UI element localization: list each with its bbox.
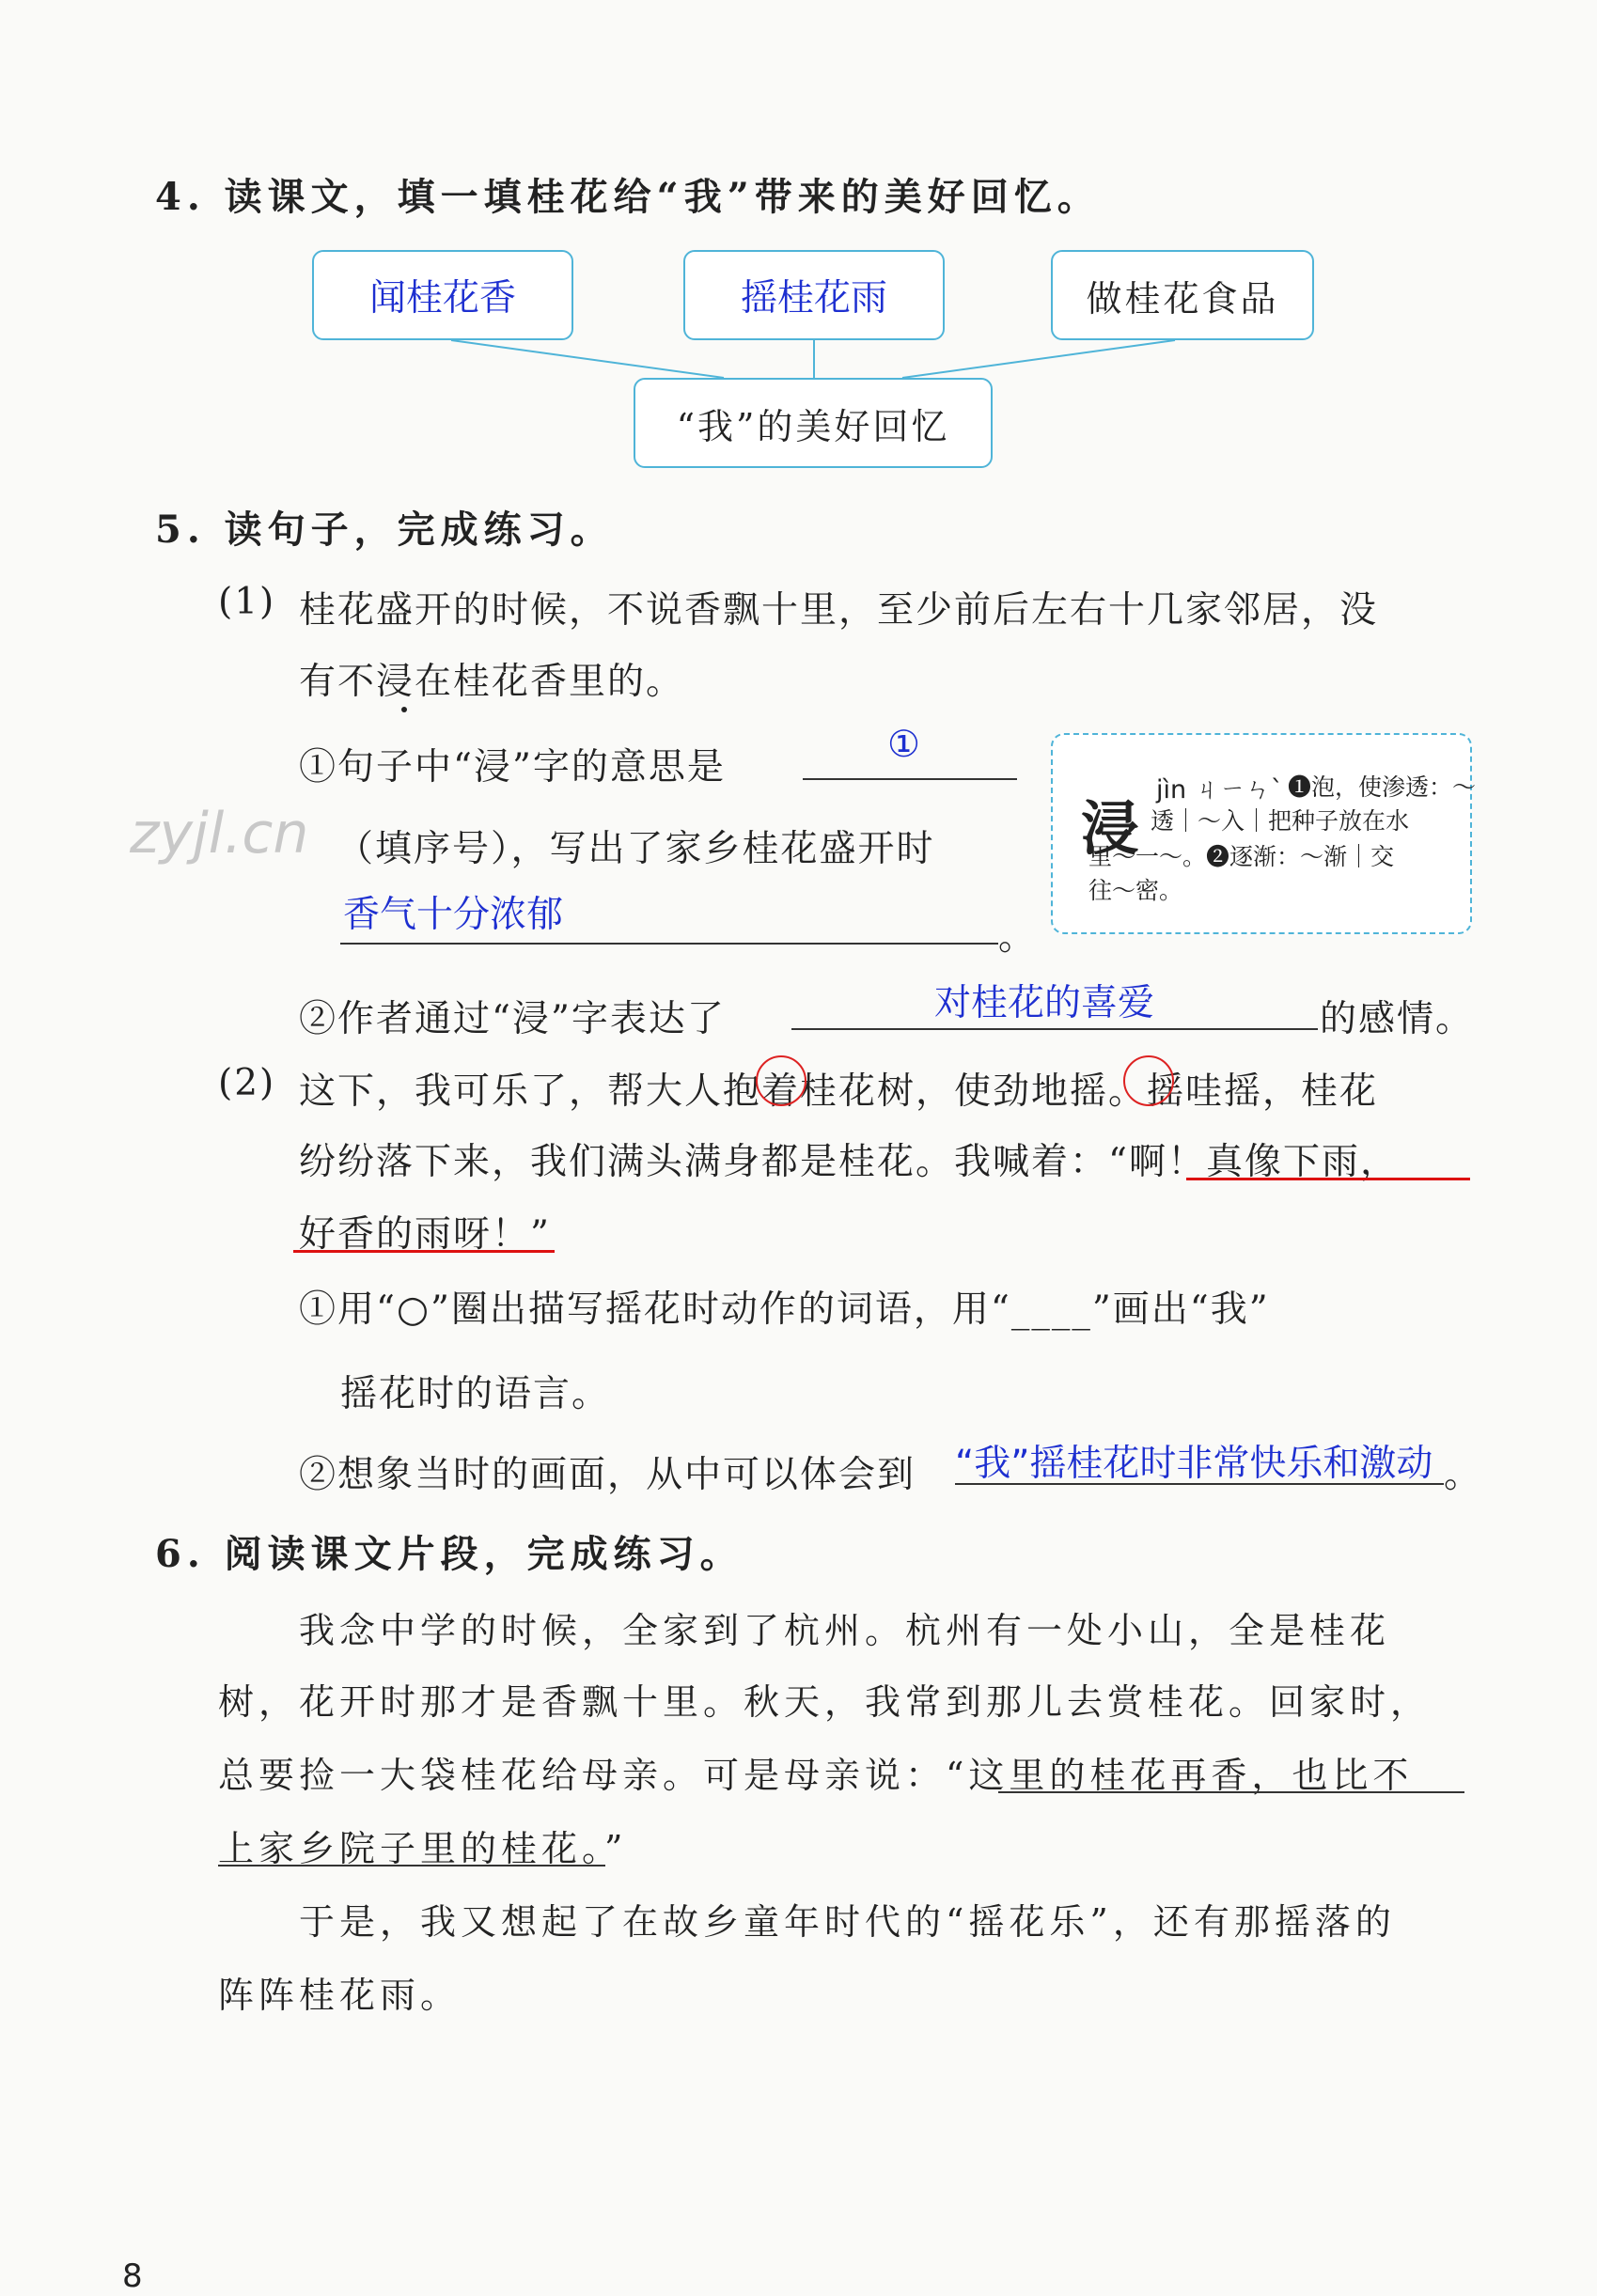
q5-sub1-answer2: 香气十分浓郁 <box>343 894 564 936</box>
q6-title: 6. 阅读课文片段，完成练习。 <box>155 1532 744 1576</box>
dict-char: 浸 <box>1081 794 1140 863</box>
dict-def-line3: 里～一～。❷逐渐：～渐｜交 <box>1088 843 1395 870</box>
memory-center-box <box>634 378 993 468</box>
q5-sub1-end: 。 <box>998 916 1038 959</box>
memory-box-2-answer: 摇桂花雨 <box>740 277 887 320</box>
q5-p2-line3: 好香的雨呀！” <box>299 1213 551 1256</box>
watermark: zyjl.cn <box>130 801 309 867</box>
q5-sub1-blank2 <box>340 943 998 945</box>
q6-line5: 于是，我又想起了在故乡童年时代的“摇花乐”，还有那摇落的 <box>299 1901 1396 1943</box>
q5-sub1-blank1 <box>803 778 1017 780</box>
q5-sub1-text-b: （填序号），写出了家乡桂花盛开时 <box>337 828 935 870</box>
q5-sub4-answer: “我”摇桂花时非常快乐和激动 <box>955 1443 1433 1485</box>
q4-title: 4. 读课文，填一填桂花给“我”带来的美好回忆。 <box>155 175 1101 219</box>
q6-underline-1 <box>998 1791 1464 1793</box>
q6-line4: 上家乡院子里的桂花。” <box>218 1828 628 1869</box>
memory-box-1 <box>312 250 573 340</box>
q5-sub2-text-b: 的感情。 <box>1320 998 1475 1040</box>
dict-def-line2: 透｜～入｜把种子放在水 <box>1151 807 1410 835</box>
q5-sub4-blank <box>955 1483 1444 1485</box>
q6-underline-2 <box>218 1865 605 1866</box>
q5-p2-line2: 纷纷落下来，我们满头满身都是桂花。我喊着：“啊！真像下雨， <box>299 1141 1399 1183</box>
dict-pinyin: jìn ㄐㄧㄣˋ <box>1156 775 1284 804</box>
emphasis-dot <box>401 707 407 712</box>
q5-sub2-blank <box>791 1028 1318 1030</box>
memory-box-1-answer: 闻桂花香 <box>368 277 516 320</box>
q5-sub1-text-a: ①句子中“浸”字的意思是 <box>299 746 726 789</box>
q5-sub3-line2: 摇花时的语言。 <box>340 1373 611 1415</box>
answer-circle-bao <box>756 1055 806 1106</box>
memory-box-2 <box>683 250 945 340</box>
answer-underline-2 <box>293 1250 555 1253</box>
q5-sub2-text-a: ②作者通过“浸”字表达了 <box>299 998 726 1040</box>
q5-sub2-answer: 对桂花的喜爱 <box>934 982 1155 1024</box>
q5-p1-line1: 桂花盛开的时候，不说香飘十里，至少前后左右十几家邻居，没 <box>299 589 1379 632</box>
q5-p1-line2: 有不浸在桂花香里的。 <box>299 661 685 703</box>
q6-line6: 阵阵桂花雨。 <box>218 1975 462 2016</box>
q5-sub3-line1: ①用“○”圈出描写摇花时动作的词语，用“____”画出“我” <box>299 1289 1270 1331</box>
dict-def-line1: ❶泡，使渗透：～ <box>1288 773 1477 801</box>
dictionary-card <box>1051 733 1477 934</box>
q6-line2: 树，花开时那才是香飘十里。秋天，我常到那儿去赏桂花。回家时， <box>218 1681 1432 1723</box>
page-number: 8 <box>122 2257 143 2295</box>
q6-line3: 总要捡一大袋桂花给母亲。可是母亲说：“这里的桂花再香，也比不 <box>218 1755 1414 1796</box>
q6-line1: 我念中学的时候，全家到了杭州。杭州有一处小山，全是桂花 <box>299 1610 1391 1651</box>
answer-circle-yao <box>1123 1055 1174 1106</box>
answer-underline-1 <box>1186 1178 1470 1180</box>
memory-center-label: “我”的美好回忆 <box>676 405 950 447</box>
q5-sub1-answer1: ① <box>887 724 920 766</box>
q5-p2-line1: 这下，我可乐了，帮大人抱着桂花树，使劲地摇。摇哇摇，桂花 <box>299 1070 1379 1113</box>
q5-p2-label: (2) <box>218 1062 276 1104</box>
memory-box-3 <box>1051 250 1314 340</box>
q5-p1-label: (1) <box>218 581 276 623</box>
q5-title: 5. 读句子，完成练习。 <box>155 508 614 552</box>
memory-box-3-label: 做桂花食品 <box>1086 277 1279 320</box>
q5-sub4-end: 。 <box>1444 1454 1483 1496</box>
q5-sub4-text: ②想象当时的画面，从中可以体会到 <box>299 1454 916 1496</box>
dict-def-line4: 往～密。 <box>1088 877 1183 904</box>
